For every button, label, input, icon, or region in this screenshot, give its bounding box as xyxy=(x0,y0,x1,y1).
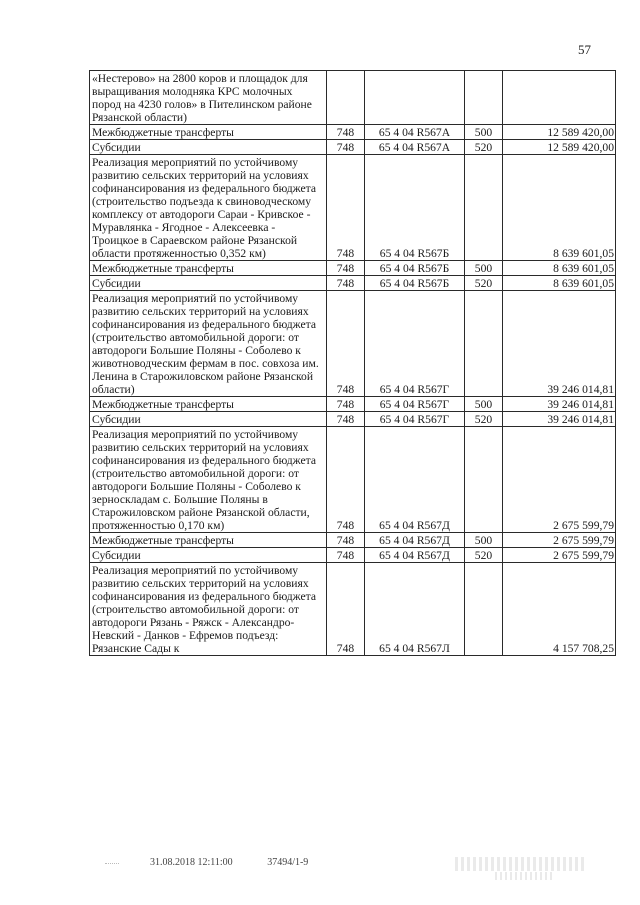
cell-name: Субсидии xyxy=(90,276,327,291)
table-row xyxy=(90,125,616,140)
cell-amount: 8 639 601,05 xyxy=(503,155,616,261)
cell-amount: 2 675 599,79 xyxy=(503,533,616,548)
cell-gov-code: 748 xyxy=(327,155,365,261)
cell-name: Субсидии xyxy=(90,548,327,563)
cell-gov-code: 748 xyxy=(327,397,365,412)
cell-amount: 8 639 601,05 xyxy=(503,276,616,291)
cell-gov-code: 748 xyxy=(327,140,365,155)
cell-target-code: 65 4 04 R567Б xyxy=(365,155,465,261)
cell-name: Реализация мероприятий по устойчивому развитию сельских территорий на условиях софинансирования из федерального бюджета (строительство автомобильной дороги: от автодороги Рязань - Ряжск - Александро-Невский - Данков - Ефремов подъезд: Рязанские Сады к xyxy=(90,563,327,656)
footer-doc-id: 37494/1-9 xyxy=(267,857,309,868)
table-row xyxy=(90,412,616,427)
table-row xyxy=(90,533,616,548)
cell-target-code: 65 4 04 R567Г xyxy=(365,291,465,397)
cell-target-code: 65 4 04 R567Д xyxy=(365,548,465,563)
cell-expense-type: 520 xyxy=(465,412,503,427)
cell-name: Межбюджетные трансферты xyxy=(90,533,327,548)
cell-gov-code: 748 xyxy=(327,276,365,291)
cell-name: Субсидии xyxy=(90,140,327,155)
table-row xyxy=(90,71,616,125)
cell-expense-type xyxy=(465,291,503,397)
cell-amount: 12 589 420,00 xyxy=(503,140,616,155)
table-row xyxy=(90,291,616,397)
cell-amount: 39 246 014,81 xyxy=(503,397,616,412)
cell-amount: 39 246 014,81 xyxy=(503,412,616,427)
cell-expense-type xyxy=(465,71,503,125)
cell-expense-type: 520 xyxy=(465,276,503,291)
cell-expense-type: 500 xyxy=(465,397,503,412)
cell-amount xyxy=(503,71,616,125)
cell-name: Субсидии xyxy=(90,412,327,427)
cell-expense-type: 500 xyxy=(465,261,503,276)
table-row xyxy=(90,563,616,656)
cell-target-code xyxy=(365,71,465,125)
cell-amount: 12 589 420,00 xyxy=(503,125,616,140)
table-row xyxy=(90,261,616,276)
cell-name: «Нестерово» на 2800 коров и площадок для выращивания молодняка КРС молочных пород на 4230 голов» в Пителинском районе Рязанской области) xyxy=(90,71,327,125)
cell-gov-code: 748 xyxy=(327,548,365,563)
cell-name: Реализация мероприятий по устойчивому развитию сельских территорий на условиях софинансирования из федерального бюджета (строительство автомобильной дороги: от автодороги Большие Поляны - Соболево к зерноскладам с. Большие Поляны в Старожиловском районе Рязанской области, протяженностью 0,170 км) xyxy=(90,427,327,533)
cell-gov-code: 748 xyxy=(327,427,365,533)
footer xyxy=(150,857,340,868)
cell-expense-type xyxy=(465,155,503,261)
cell-target-code: 65 4 04 R567Г xyxy=(365,412,465,427)
cell-target-code: 65 4 04 R567А xyxy=(365,140,465,155)
table-row xyxy=(90,548,616,563)
table-row xyxy=(90,155,616,261)
cell-target-code: 65 4 04 R567Д xyxy=(365,427,465,533)
cell-expense-type: 520 xyxy=(465,548,503,563)
cell-name: Межбюджетные трансферты xyxy=(90,397,327,412)
cell-gov-code: 748 xyxy=(327,125,365,140)
cell-target-code: 65 4 04 R567Б xyxy=(365,261,465,276)
cell-target-code: 65 4 04 R567Л xyxy=(365,563,465,656)
cell-amount: 2 675 599,79 xyxy=(503,427,616,533)
table-row xyxy=(90,140,616,155)
cell-amount: 39 246 014,81 xyxy=(503,291,616,397)
footer-datetime: 31.08.2018 12:11:00 xyxy=(150,857,233,868)
cell-expense-type: 500 xyxy=(465,125,503,140)
table-row xyxy=(90,397,616,412)
cell-expense-type xyxy=(465,563,503,656)
cell-gov-code: 748 xyxy=(327,563,365,656)
cell-amount: 4 157 708,25 xyxy=(503,563,616,656)
cell-target-code: 65 4 04 R567Б xyxy=(365,276,465,291)
cell-gov-code: 748 xyxy=(327,533,365,548)
cell-target-code: 65 4 04 R567Д xyxy=(365,533,465,548)
scan-mark xyxy=(105,857,119,864)
budget-table xyxy=(89,70,616,656)
cell-name: Межбюджетные трансферты xyxy=(90,125,327,140)
cell-expense-type: 520 xyxy=(465,140,503,155)
table-body xyxy=(90,71,616,656)
cell-target-code: 65 4 04 R567А xyxy=(365,125,465,140)
faint-stamp xyxy=(455,857,585,871)
cell-amount: 8 639 601,05 xyxy=(503,261,616,276)
cell-gov-code xyxy=(327,71,365,125)
cell-gov-code: 748 xyxy=(327,412,365,427)
table-row xyxy=(90,427,616,533)
cell-gov-code: 748 xyxy=(327,261,365,276)
faint-stamp-secondary xyxy=(495,872,555,880)
cell-name: Межбюджетные трансферты xyxy=(90,261,327,276)
page-number: 57 xyxy=(578,42,591,57)
cell-expense-type: 500 xyxy=(465,533,503,548)
cell-name: Реализация мероприятий по устойчивому развитию сельских территорий на условиях софинансирования из федерального бюджета (строительство подъезда к свиноводческому комплексу от автодороги Сараи - Кривское - Муравлянка - Ягодное - Алексеевка - Троицкое в Сараевском районе Рязанской области протяженностью 0,352 км) xyxy=(90,155,327,261)
cell-amount: 2 675 599,79 xyxy=(503,548,616,563)
table-row xyxy=(90,276,616,291)
cell-name: Реализация мероприятий по устойчивому развитию сельских территорий на условиях софинансирования из федерального бюджета (строительство автомобильной дороги: от автодороги Большие Поляны - Соболево к животноводческим фермам в пос. совхоза им. Ленина в Старожиловском районе Рязанской области) xyxy=(90,291,327,397)
cell-target-code: 65 4 04 R567Г xyxy=(365,397,465,412)
cell-gov-code: 748 xyxy=(327,291,365,397)
cell-expense-type xyxy=(465,427,503,533)
